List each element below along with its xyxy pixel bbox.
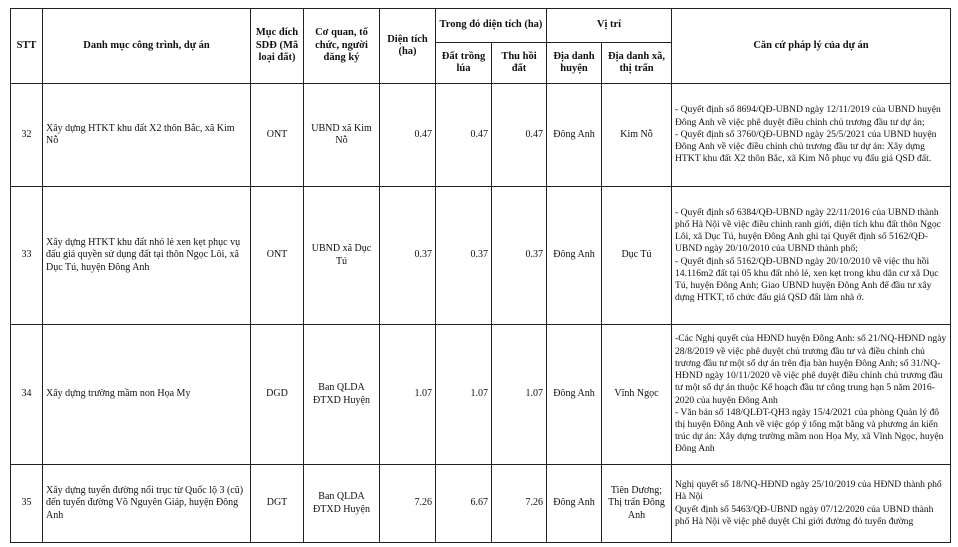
cell-project: Xây dựng trường mầm non Họa My (43, 325, 251, 465)
legal-line: Quyết định số 5463/QĐ-UBND ngày 07/12/2020 của UBND thành phố Hà Nội về việc phê duyệt Chỉ giới đường đỏ tuyến đường (675, 503, 934, 527)
cell-agency: UBND xã Kim Nỗ (304, 84, 380, 187)
cell-purpose: ONT (251, 187, 304, 325)
legal-line: Nghị quyết số 18/NQ-HĐND ngày 25/10/2019 của HĐND thành phố Hà Nội (675, 479, 942, 503)
cell-stt: 33 (11, 187, 43, 325)
legal-line: - Quyết định số 8694/QĐ-UBND ngày 12/11/2019 của UBND huyện Đông Anh về việc phê duyệt điều chỉnh chủ trương đầu tư dự án; (675, 104, 941, 128)
header-recovered: Thu hồi đất (492, 43, 547, 84)
cell-commune: Tiên Dương; Thị trấn Đông Anh (602, 465, 672, 543)
legal-line: -Các Nghị quyết của HĐND huyện Đông Anh: số 21/NQ-HĐND ngày 28/8/2019 về việc phê duyệt chủ trương đầu tư và điều chỉnh chủ trương đầu tư một số dự án trên địa bàn huyện Đông Anh; số 31/NQ-HĐND ngày 10/11/2020 về việc phê duyệt điều chỉnh chủ trương đầu tư một số dự án thuộc Kế hoạch đầu tư công trung hạn 5 năm 2016-2020 của huyện Đông Anh (675, 333, 947, 406)
header-area: Diện tích (ha) (380, 9, 436, 84)
cell-rice: 6.67 (436, 465, 492, 543)
cell-project: Xây dựng HTKT khu đất X2 thôn Bắc, xã Kim Nỗ (43, 84, 251, 187)
legal-line: - Quyết định số 3760/QĐ-UBND ngày 25/5/2021 của UBND huyện Đông Anh về việc điều chỉnh chủ trương đầu tư dự án: Xây dựng HTKT khu đất X2 thôn Bắc, xã Kim Nỗ phục vụ đấu giá QSD đất. (675, 128, 937, 165)
header-agency: Cơ quan, tổ chức, người đăng ký (304, 9, 380, 84)
cell-area: 7.26 (380, 465, 436, 543)
cell-commune: Dục Tú (602, 187, 672, 325)
cell-district: Đông Anh (547, 465, 602, 543)
cell-purpose: ONT (251, 84, 304, 187)
cell-legal (672, 325, 951, 465)
cell-stt: 35 (11, 465, 43, 543)
cell-recovered: 0.47 (492, 84, 547, 187)
cell-project: Xây dựng tuyến đường nối trục từ Quốc lộ 3 (cũ) đến tuyến đường Võ Nguyên Giáp, huyện Đông Anh (43, 465, 251, 543)
cell-stt: 34 (11, 325, 43, 465)
cell-agency: UBND xã Dục Tú (304, 187, 380, 325)
cell-commune: Kim Nỗ (602, 84, 672, 187)
header-location-group: Vị trí (547, 9, 672, 43)
header-district: Địa danh huyện (547, 43, 602, 84)
table-row (11, 465, 951, 543)
cell-purpose: DGD (251, 325, 304, 465)
cell-purpose: DGT (251, 465, 304, 543)
cell-district: Đông Anh (547, 84, 602, 187)
cell-legal (672, 187, 951, 325)
land-use-table (10, 8, 951, 543)
cell-project: Xây dựng HTKT khu đất nhỏ lẻ xen kẹt phục vụ đấu giá quyền sử dụng đất tại thôn Ngọc Lôi, xã Dục Tú, huyện Đông Anh (43, 187, 251, 325)
cell-recovered: 7.26 (492, 465, 547, 543)
legal-line: - Văn bản số 148/QLĐT-QH3 ngày 15/4/2021 của phòng Quản lý đô thị huyện Đông Anh về việc góp ý tổng mặt bằng và phương án kiến trúc dự án: Xây dựng trường mầm non Họa My, xã Vĩnh Ngọc, huyện Đông Anh (675, 406, 944, 455)
cell-area: 0.47 (380, 84, 436, 187)
cell-agency: Ban QLDA ĐTXD Huyện (304, 325, 380, 465)
cell-legal (672, 465, 951, 543)
cell-area: 0.37 (380, 187, 436, 325)
cell-recovered: 1.07 (492, 325, 547, 465)
cell-district: Đông Anh (547, 325, 602, 465)
cell-area: 1.07 (380, 325, 436, 465)
cell-legal (672, 84, 951, 187)
cell-district: Đông Anh (547, 187, 602, 325)
table-row (11, 187, 951, 325)
header-project: Danh mục công trình, dự án (43, 9, 251, 84)
cell-rice: 0.47 (436, 84, 492, 187)
legal-line: - Quyết định số 6384/QĐ-UBND ngày 22/11/2016 của UBND thành phố Hà Nội về việc điều chỉnh ranh giới, diện tích khu đất thôn Ngọc Lôi, xã Dục Tú, huyện Đông Anh ghi tại Quyết định số 5162/QĐ-UBND ngày 20/10/2010 của UBND thành phố; (675, 206, 941, 255)
cell-stt: 32 (11, 84, 43, 187)
cell-rice: 1.07 (436, 325, 492, 465)
header-legal: Căn cứ pháp lý của dự án (672, 9, 951, 84)
header-row-1 (11, 9, 951, 43)
header-area-group: Trong đó diện tích (ha) (436, 9, 547, 43)
header-stt: STT (11, 9, 43, 84)
cell-recovered: 0.37 (492, 187, 547, 325)
header-commune: Địa danh xã, thị trấn (602, 43, 672, 84)
cell-commune: Vĩnh Ngọc (602, 325, 672, 465)
table-row (11, 325, 951, 465)
table-row (11, 84, 951, 187)
header-purpose: Mục đích SDĐ (Mã loại đất) (251, 9, 304, 84)
cell-rice: 0.37 (436, 187, 492, 325)
legal-line: - Quyết định số 5162/QĐ-UBND ngày 20/10/2010 về việc thu hồi 14.116m2 đất tại 05 khu đất nhỏ lẻ, xen kẹt trong khu dân cư xã Dục Tú, huyện Đông Anh; Giao UBND huyện Đông Anh để đầu tư xây dựng HTKT, tổ chức đấu giá QSD đất làm nhà ở. (675, 255, 939, 304)
cell-agency: Ban QLDA ĐTXD Huyện (304, 465, 380, 543)
header-rice-land: Đất trồng lúa (436, 43, 492, 84)
